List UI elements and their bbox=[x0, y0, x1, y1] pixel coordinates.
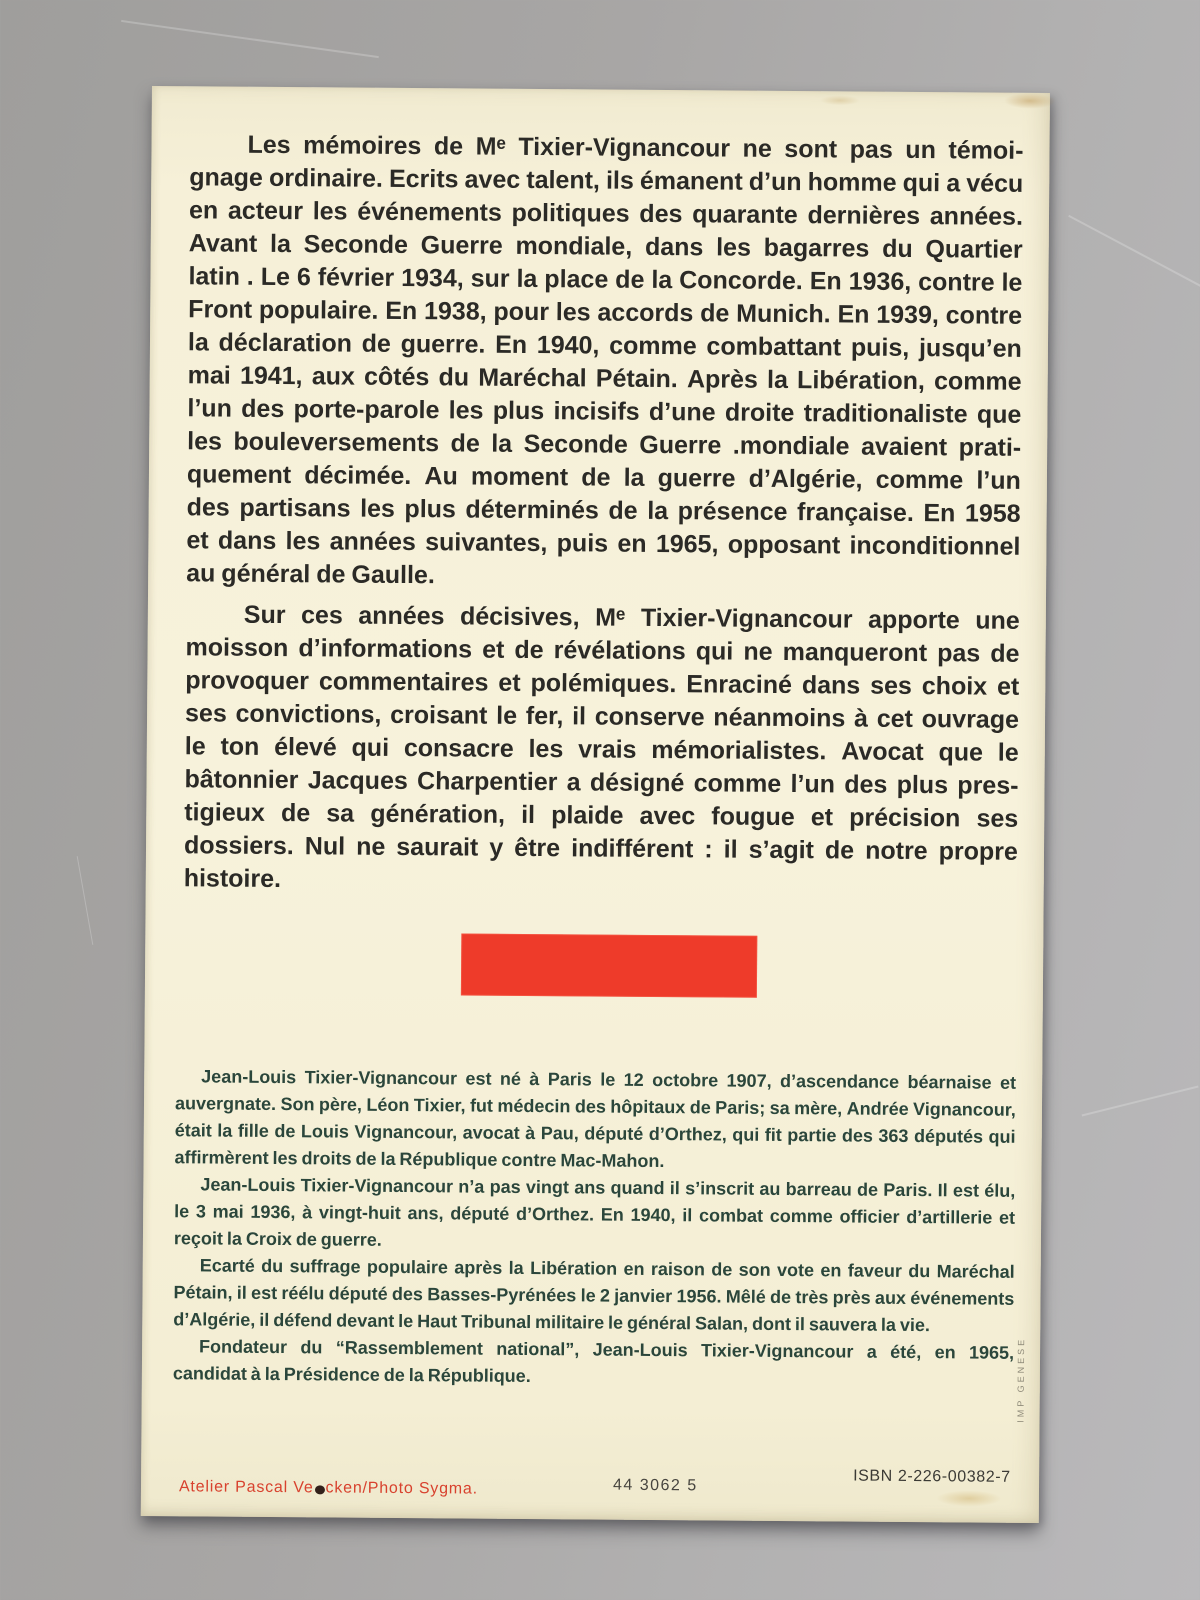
text-line: Sur ces années décisives, Mᵉ Tixier-Vignancour apporte une bbox=[243, 600, 1020, 635]
text-line: au général de Gaulle. bbox=[186, 559, 435, 590]
paper-stain bbox=[937, 1490, 1001, 1507]
text-line: la déclaration de guerre. En 1940, comme combattant puis, jusqu’en bbox=[187, 328, 1022, 363]
text-line: Fondateur du “Rassemblement national”, Jean-Louis Tixier-Vignancour a été, en 1965, bbox=[199, 1336, 1015, 1363]
book-back-cover bbox=[141, 86, 1050, 1523]
paragraph bbox=[174, 1171, 1016, 1259]
surface-scratch bbox=[1068, 215, 1200, 287]
paragraph bbox=[174, 1063, 1016, 1178]
text-line: Jean-Louis Tixier-Vignancour n’a pas vingt ans quand il s’inscrit au barreau de Paris. Il est élu, bbox=[200, 1174, 1016, 1201]
isbn-number: ISBN 2-226-00382-7 bbox=[853, 1467, 1011, 1486]
text-line: mai 1941, aux côtés du Maréchal Pétain. Après la Libération, comme bbox=[187, 361, 1022, 396]
text-line: ses convictions, croisant le fer, il conserve néanmoins à cet ouvrage bbox=[184, 699, 1020, 734]
text-line: bâtonnier Jacques Charpentier a désigné comme l’un des plus pres- bbox=[184, 765, 1019, 800]
text-line: dossiers. Nul ne saurait y être indifférent : il s’agit de notre propre bbox=[183, 831, 1018, 866]
paragraph bbox=[173, 1333, 1014, 1394]
text-line: le 3 mai 1936, à vingt-huit ans, député d’Orthez. En 1940, il combat comme officier d’artillerie et bbox=[174, 1201, 1016, 1228]
text-line: était la fille de Louis Vignancour, avocat à Pau, député d’Orthez, qui fit partie des 363 députés qui bbox=[174, 1120, 1016, 1147]
text-line: Pétain, il est réélu député des Basses-Pyrénées le 2 janvier 1956. Mêlé de très près aux événements bbox=[173, 1282, 1015, 1309]
text-line: gnage ordinaire. Ecrits avec talent, ils émanent d’un homme qui a vécu bbox=[189, 163, 1024, 198]
text-line: tigieux de sa génération, il plaide avec fougue et précision ses bbox=[184, 798, 1019, 833]
text-line: et dans les années suivantes, puis en 1965, opposant inconditionnel bbox=[186, 526, 1021, 561]
surface-scratch bbox=[121, 20, 379, 58]
photo-credit-text: cken/Photo Sygma. bbox=[325, 1479, 478, 1498]
text-line: histoire. bbox=[183, 864, 282, 894]
text-line: les bouleversements de la Seconde Guerre .mondiale avaient prati- bbox=[187, 427, 1022, 462]
text-line: en acteur les événements politiques des quarante dernières années. bbox=[188, 196, 1024, 231]
text-line: affirmèrent les droits de la République contre Mac-Mahon. bbox=[174, 1147, 665, 1172]
text-line: Jean-Louis Tixier-Vignancour est né à Paris le 12 octobre 1907, d’ascendance béarnaise et bbox=[201, 1066, 1017, 1093]
text-line: reçoit la Croix de guerre. bbox=[173, 1228, 382, 1250]
print-code: 44 3062 5 bbox=[612, 1476, 698, 1495]
text-line: l’un des porte-parole les plus incisifs d’une droite traditionaliste que bbox=[187, 394, 1022, 429]
text-line: le ton élevé qui consacre les vrais mémorialistes. Avocat que le bbox=[184, 732, 1019, 767]
text-line: Front populaire. En 1938, pour les accords de Munich. En 1939, contre bbox=[188, 295, 1023, 330]
paragraph bbox=[186, 128, 1024, 597]
text-line: candidat à la Présidence de la République. bbox=[172, 1363, 531, 1387]
photo-credit bbox=[179, 1478, 478, 1498]
cover-content bbox=[172, 86, 1024, 1394]
text-line: quement décimée. Au moment de la guerre d’Algérie, comme l’un bbox=[186, 460, 1021, 495]
author-bio-text bbox=[173, 1063, 1017, 1394]
printer-mark-vertical: IMP GENESE bbox=[1015, 1336, 1027, 1423]
red-color-block bbox=[461, 933, 757, 997]
surface-scratch bbox=[77, 856, 94, 945]
text-line: d’Algérie, il défend devant le Haut Tribunal militaire le général Salan, dont il sauvera la vie. bbox=[173, 1309, 931, 1336]
surface-scratch bbox=[1082, 1086, 1199, 1116]
text-line: Avant la Seconde Guerre mondiale, dans les bagarres du Quartier bbox=[188, 229, 1023, 264]
text-line: des partisans les plus déterminés de la présence française. En 1958 bbox=[186, 493, 1021, 528]
text-line: auvergnate. Son père, Léon Tixier, fut médecin des hôpitaux de Paris; sa mère, Andrée Vignancour, bbox=[174, 1093, 1016, 1120]
paragraph bbox=[184, 598, 1020, 902]
text-line: latin . Le 6 février 1934, sur la place de la Concorde. En 1936, contre le bbox=[188, 262, 1023, 297]
synopsis-text bbox=[184, 86, 1024, 902]
text-line: provoquer commentaires et polémiques. Enraciné dans ses choix et bbox=[185, 666, 1020, 701]
photo-credit-text: Atelier Pascal Ve bbox=[178, 1478, 314, 1497]
text-line: Ecarté du suffrage populaire après la Libération en raison de son vote en faveur du Maréchal bbox=[199, 1255, 1015, 1282]
text-line: moisson d’informations et de révélations qui ne manqueront pas de bbox=[185, 633, 1020, 668]
ink-spot bbox=[315, 1485, 325, 1494]
paragraph bbox=[173, 1252, 1015, 1340]
text-line: Les mémoires de Mᵉ Tixier-Vignancour ne sont pas un témoi- bbox=[247, 130, 1024, 165]
